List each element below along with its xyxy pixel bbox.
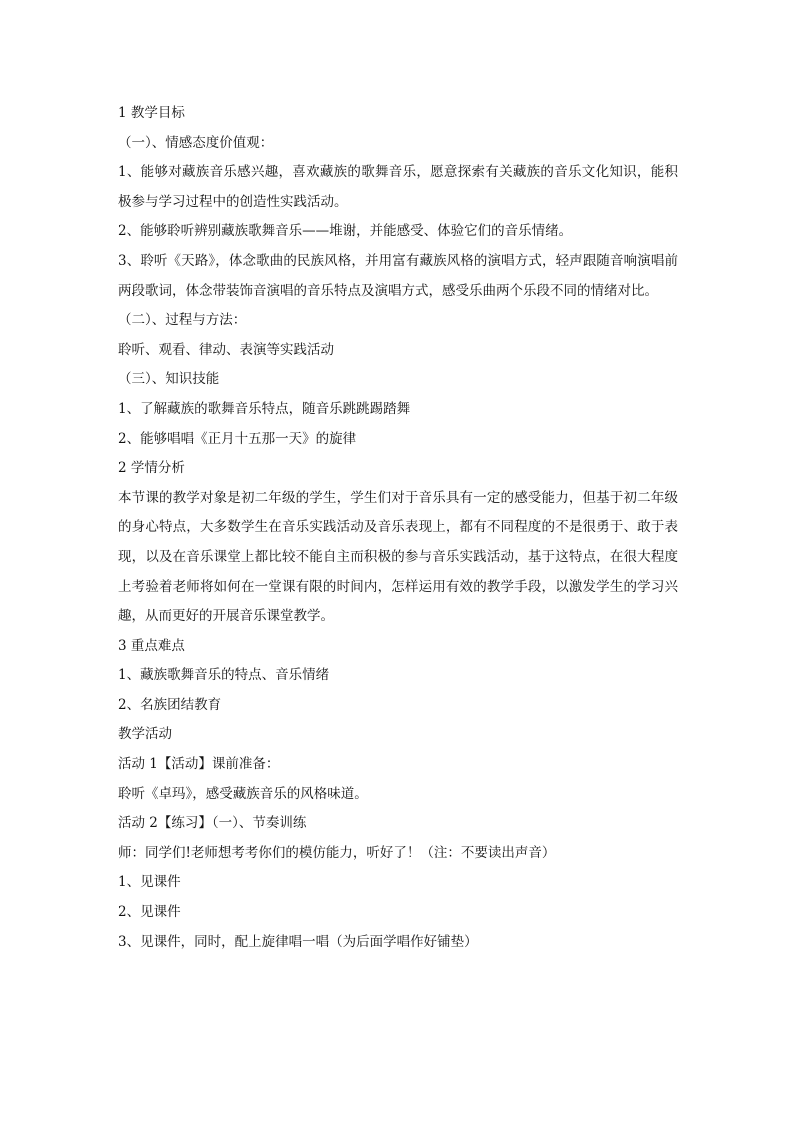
skill-item-1: 1、了解藏族的歌舞音乐特点，随音乐跳跳踢踏舞: [118, 400, 411, 417]
process-method-text: 聆听、观看、律动、表演等实践活动: [118, 341, 334, 358]
goal-item-1: 1、能够对藏族音乐感兴趣，喜欢藏族的歌舞音乐，愿意探索有关藏族的音乐文化知识，能积极参与学习过程中的创造性实践活动。: [118, 164, 678, 210]
section-heading-student-analysis: 2 学情分析: [118, 460, 185, 477]
subheading-process-method: （二）、过程与方法：: [118, 312, 247, 329]
student-analysis-text: 本节课的教学对象是初二年级的学生，学生们对于音乐具有一定的感受能力，但基于初二年级的身心特点，大多数学生在音乐实践活动及音乐表现上，都有不同程度的不是很勇于、敢于表现，以及在音乐课堂上都比较不能自主而积极的参与音乐实践活动，基于这特点，在很大程度上考验着老师将如何在一堂课有限的时间内，怎样运用有效的教学手段，以激发学生的学习兴趣，从而更好的开展音乐课堂教学。: [118, 489, 678, 625]
key-point-item-1: 1、藏族歌舞音乐的特点、音乐情绪: [118, 667, 330, 684]
document-body: [118, 99, 678, 957]
skill-item-2: 2、能够唱唱《正月十五那一天》的旋律: [118, 430, 357, 447]
activity-2-item-1: 1、见课件: [118, 874, 181, 891]
activity-2-teacher-text: 师：同学们!老师想考考你们的模仿能力，听好了！（注：不要读出声音）: [118, 844, 556, 861]
activity-1-text: 聆听《卓玛》，感受藏族音乐的风格味道。: [118, 785, 368, 802]
section-heading-teaching-goals: 1 教学目标: [118, 105, 185, 121]
subheading-emotion-values: （一）、情感态度价值观：: [118, 134, 274, 151]
key-point-item-2: 2、名族团结教育: [118, 696, 222, 713]
activity-2-item-2: 2、见课件: [118, 904, 181, 921]
section-heading-teaching-activities: 教学活动: [118, 726, 172, 743]
activity-2-title: 活动 2【练习】（一）、节奏训练: [118, 815, 307, 832]
goal-item-2: 2、能够聆听辨别藏族歌舞音乐——堆谢，并能感受、体验它们的音乐情绪。: [118, 223, 573, 240]
section-heading-key-points: 3 重点难点: [118, 637, 185, 654]
goal-item-3: 3、聆听《天路》，体念歌曲的民族风格，并用富有藏族风格的演唱方式，轻声跟随音响演唱前两段歌词，体念带装饰音演唱的音乐特点及演唱方式，感受乐曲两个乐段不同的情绪对比。: [118, 252, 678, 299]
subheading-knowledge-skills: （三）、知识技能: [118, 371, 220, 388]
activity-1-title: 活动 1【活动】课前准备：: [118, 756, 280, 773]
activity-2-item-3: 3、见课件，同时，配上旋律唱一唱（为后面学唱作好铺垫）: [118, 933, 478, 950]
